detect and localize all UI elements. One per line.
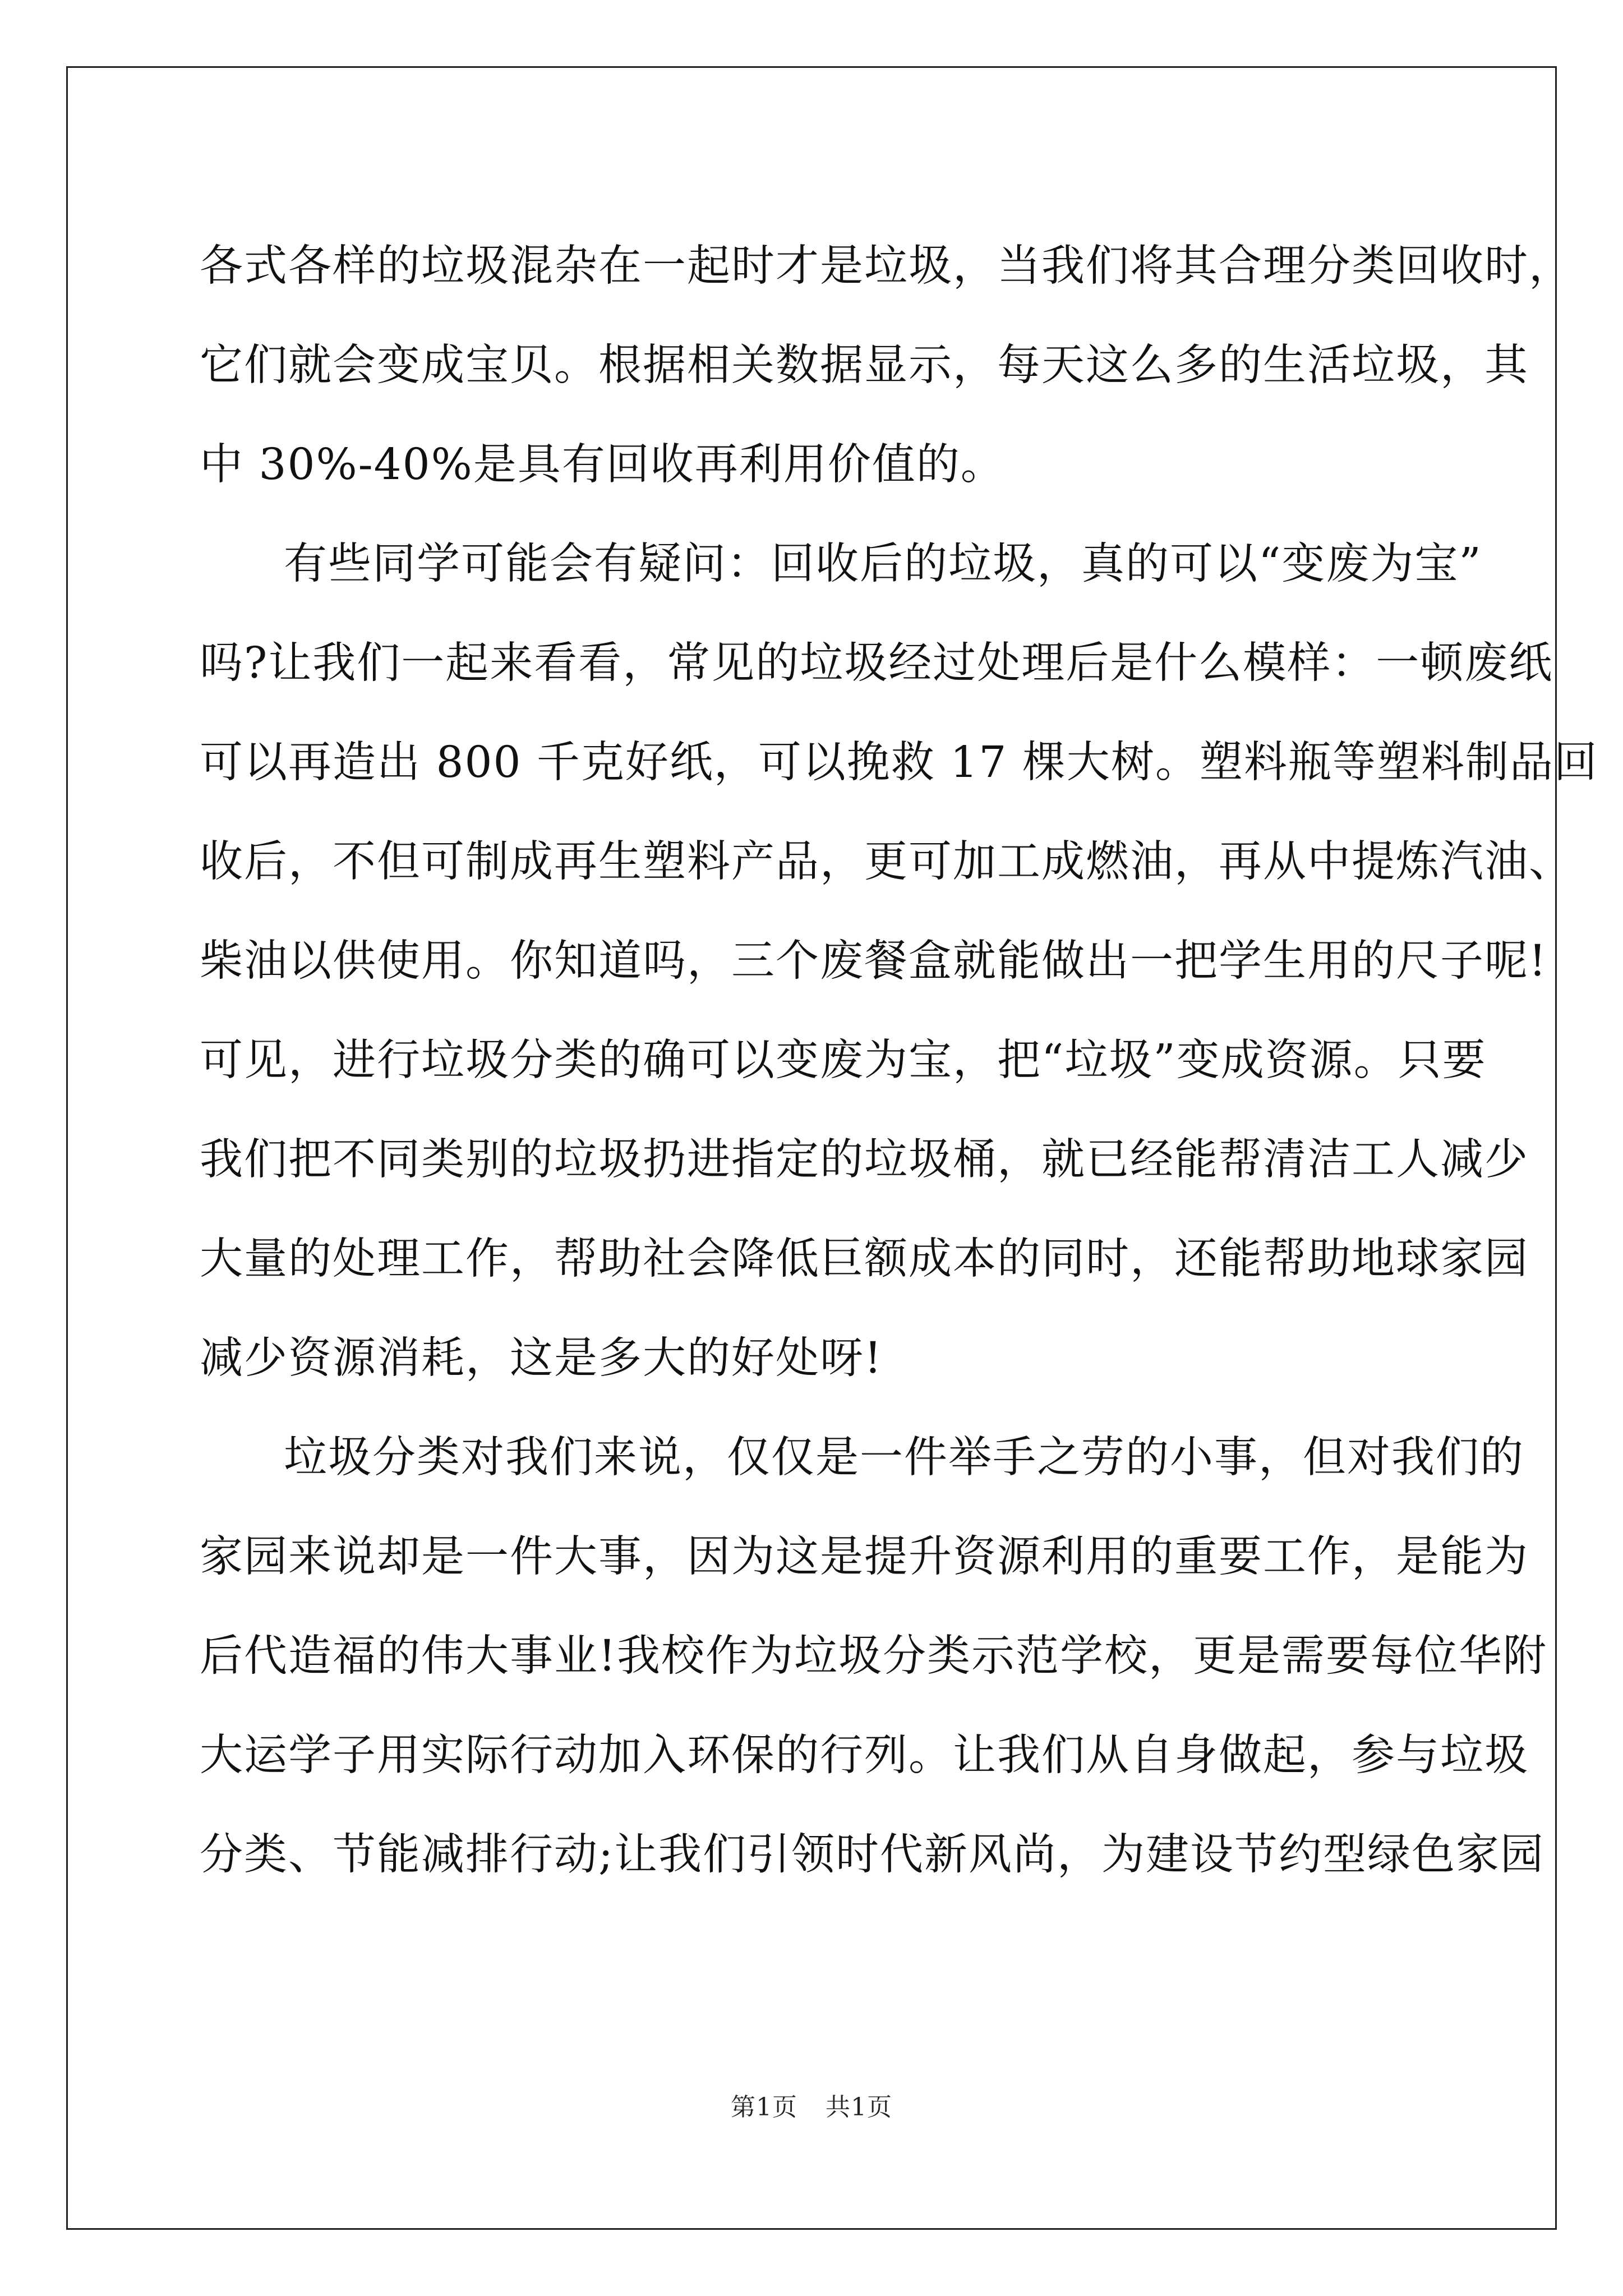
text-line: 我们把不同类别的垃圾扔进指定的垃圾桶，就已经能帮清洁工人减少 <box>200 1135 1529 1185</box>
text-line: 中 30%-40%是具有回收再利用价值的。 <box>200 440 1005 490</box>
text-line: 可以再造出 800 千克好纸，可以挽救 17 棵大树。塑料瓶等塑料制品回 <box>200 738 1598 788</box>
text-line: 它们就会变成宝贝。根据相关数据显示，每天这么多的生活垃圾，其 <box>200 341 1529 390</box>
text-line: 家园来说却是一件大事，因为这是提升资源利用的重要工作，是能为 <box>200 1532 1529 1582</box>
page-number: 第1页 <box>731 2093 797 2122</box>
text-line: 收后，不但可制成再生塑料产品，更可加工成燃油，再从中提炼汽油、 <box>200 837 1573 887</box>
text-line: 后代造福的伟大事业!我校作为垃圾分类示范学校，更是需要每位华附 <box>200 1631 1547 1681</box>
text-line: 大量的处理工作，帮助社会降低巨额成本的同时，还能帮助地球家园 <box>200 1234 1529 1284</box>
text-line: 吗?让我们一起来看看，常见的垃圾经过处理后是什么模样：一顿废纸 <box>200 638 1553 688</box>
document-body <box>200 217 1598 1904</box>
text-line: 分类、节能减排行动;让我们引领时代新风尚，为建设节约型绿色家园 <box>200 1830 1544 1880</box>
page-footer <box>0 2087 1623 2123</box>
text-line: 可见，进行垃圾分类的确可以变废为宝，把“垃圾”变成资源。只要 <box>200 1036 1487 1085</box>
text-line: 减少资源消耗，这是多大的好处呀! <box>200 1333 883 1383</box>
paragraph-start-line: 有些同学可能会有疑问：回收后的垃圾，真的可以“变废为宝” <box>284 539 1482 589</box>
text-line: 大运学子用实际行动加入环保的行列。让我们从自身做起，参与垃圾 <box>200 1731 1529 1780</box>
text-line: 各式各样的垃圾混杂在一起时才是垃圾，当我们将其合理分类回收时， <box>200 241 1573 291</box>
text-line: 柴油以供使用。你知道吗，三个废餐盒就能做出一把学生用的尺子呢! <box>200 936 1547 986</box>
page-total: 共1页 <box>826 2093 892 2122</box>
paragraph-start-line: 垃圾分类对我们来说，仅仅是一件举手之劳的小事，但对我们的 <box>284 1433 1524 1483</box>
